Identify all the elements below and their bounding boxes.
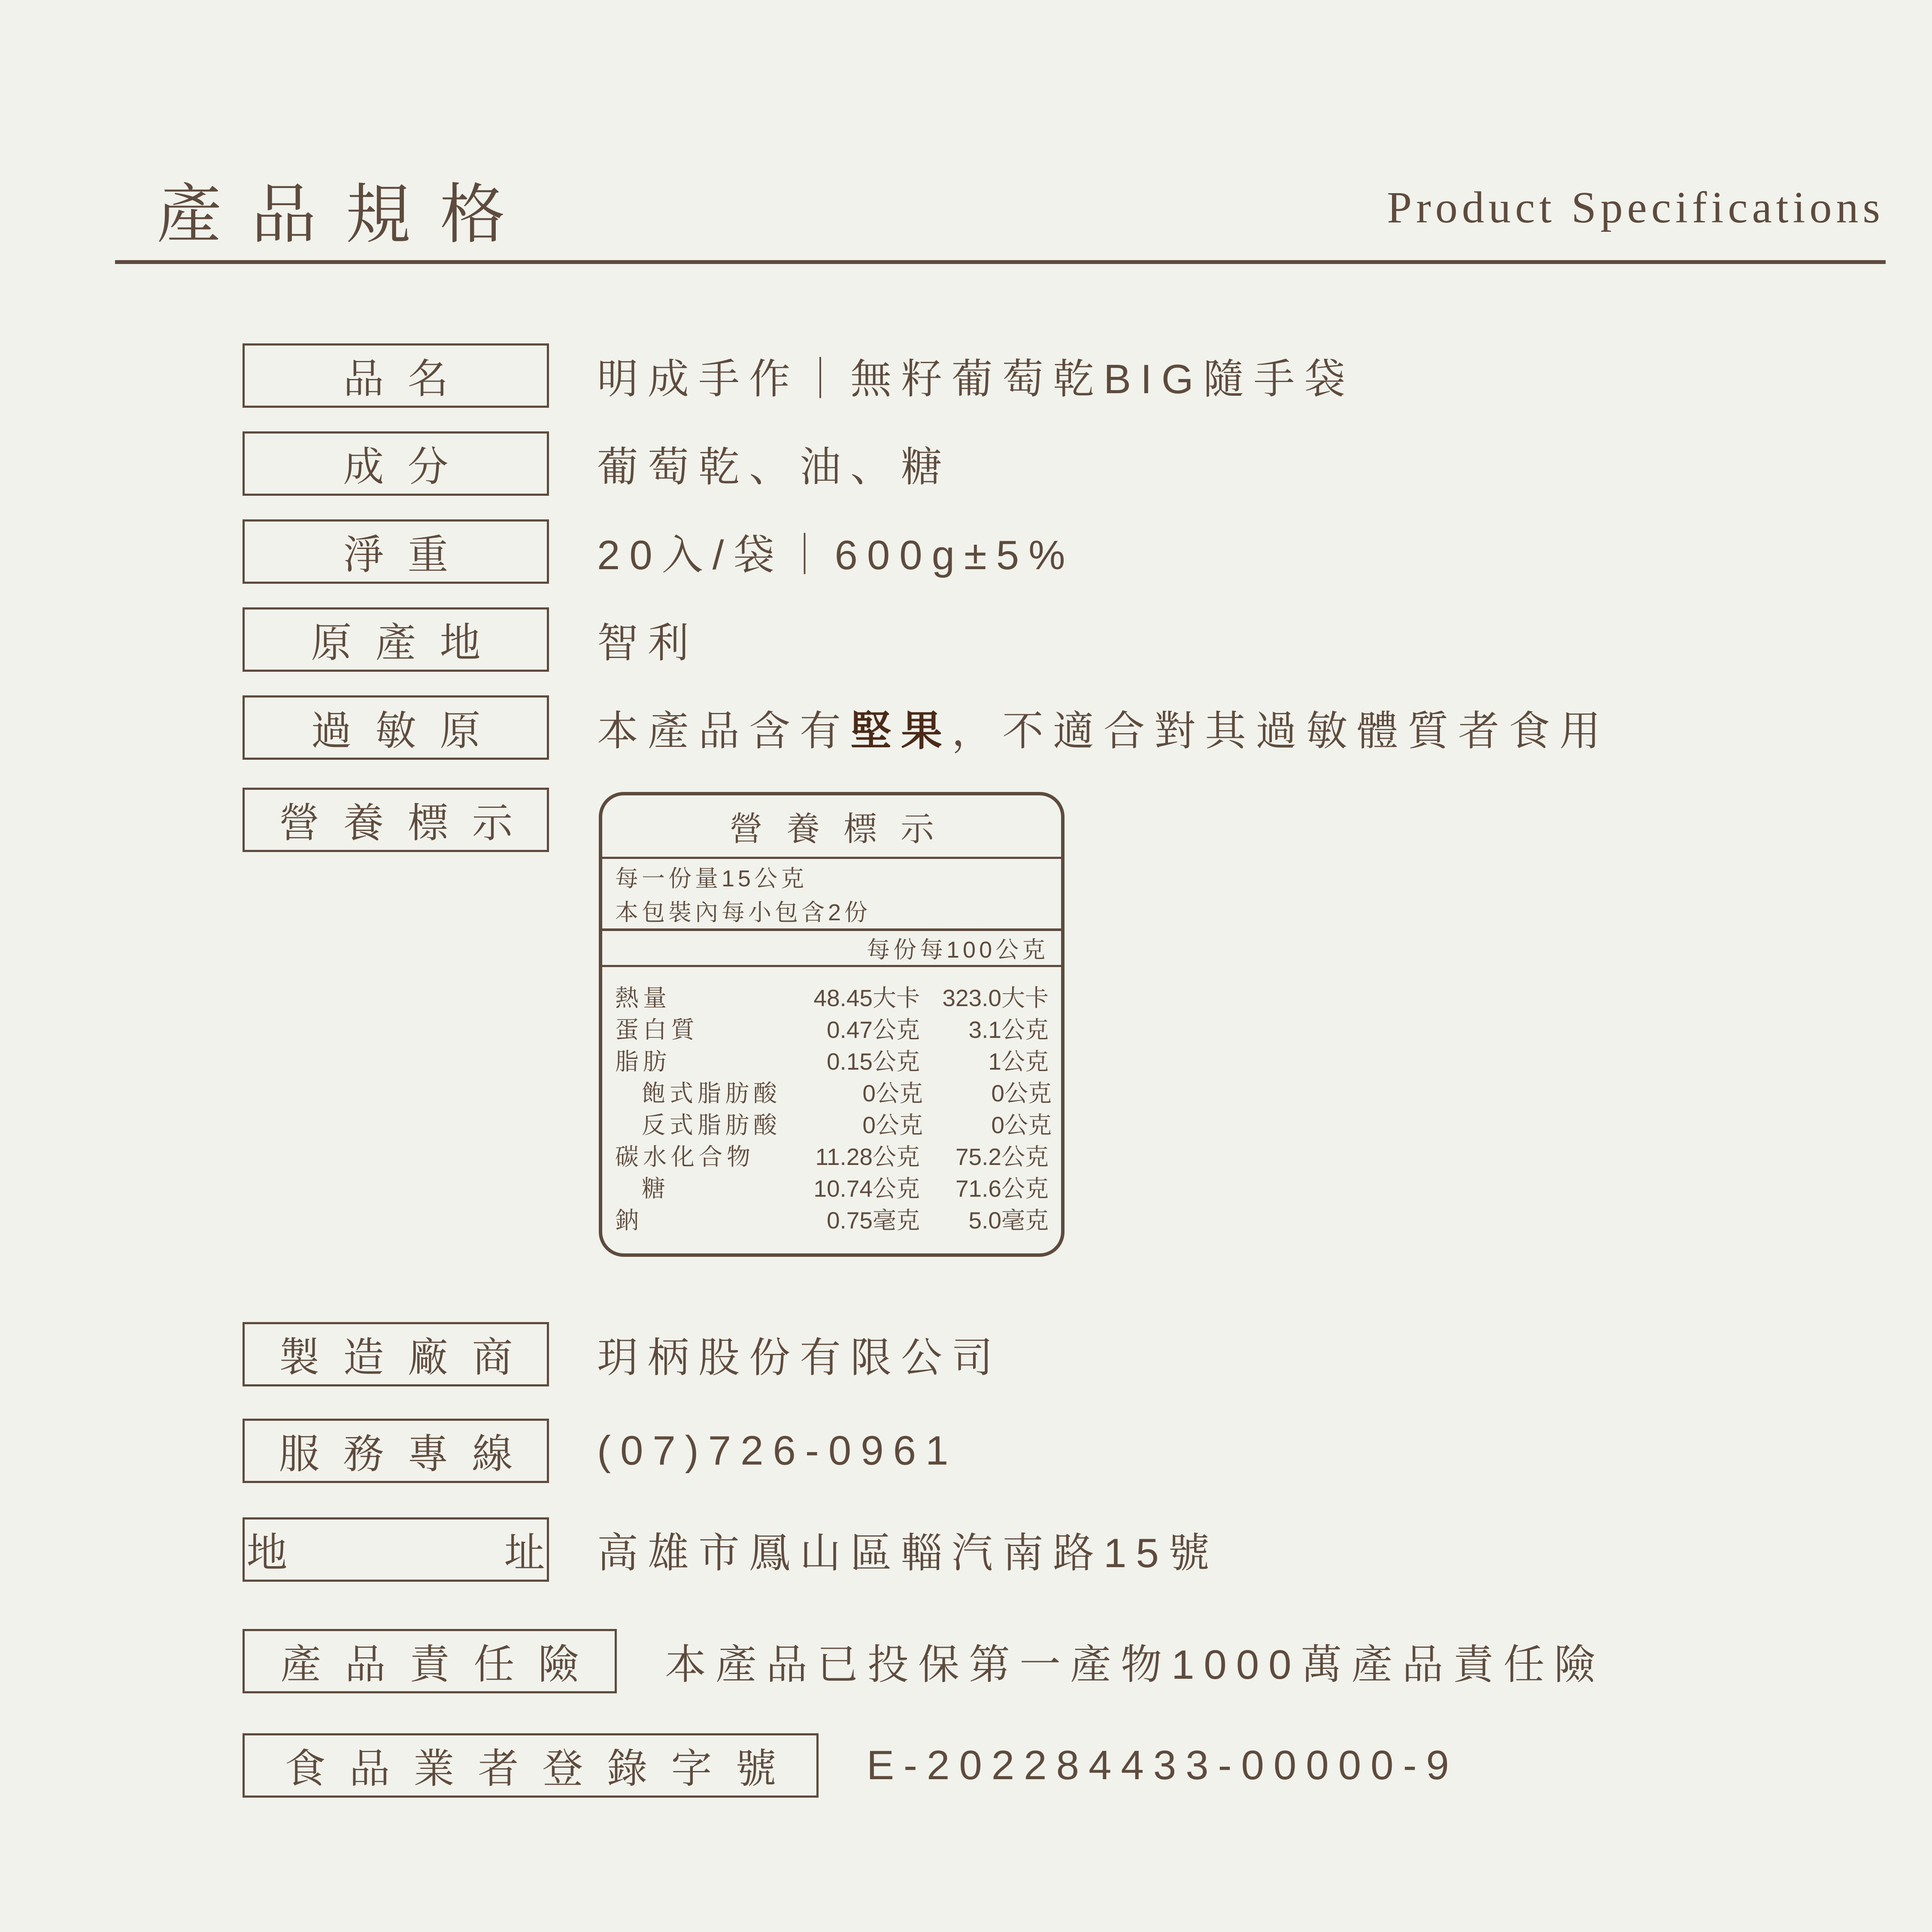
nutrient-per-serving: 11.28公克 [815,1143,920,1170]
nutrition-row-trans-fat [602,1106,1061,1138]
nutrition-row-fat [602,1043,1061,1074]
nutrition-title-text: 營養標示 [729,810,958,848]
row-product-liability-insurance [243,1629,1605,1693]
field-value: 葡萄乾、油、糖 [597,444,952,490]
page-subtitle: Product Specifications [1387,183,1884,232]
serving-info-block [602,859,1061,928]
field-label-box [243,1517,569,1582]
nutrient-per-serving: 0公克 [862,1112,923,1138]
field-value [597,698,1610,757]
field-value: (07)726-0961 [597,1428,958,1474]
nutrient-name: 飽式脂肪酸 [642,1080,782,1107]
allergen-emphasis: 堅果 [850,708,952,754]
nutrition-row-sugar [602,1170,1061,1201]
col-header-per-100g: 每100公克 [920,937,1049,963]
nutrient-name: 鈉 [615,1207,643,1234]
nutrition-row-sodium [602,1201,1061,1233]
row-origin [243,607,698,672]
nutrient-per-100g: 0公克 [991,1080,1052,1107]
row-net-weight [243,519,1074,584]
nutrition-row-carbohydrate [602,1138,1061,1170]
nutrient-name: 脂肪 [615,1048,671,1075]
nutrient-per-100g: 0公克 [991,1112,1052,1138]
field-value: 高雄市鳳山區輜汽南路15號 [597,1530,1219,1576]
nutrient-per-100g: 1公克 [988,1048,1049,1075]
field-label-box [243,519,549,584]
nutrient-per-serving: 10.74公克 [813,1175,920,1202]
field-label-box [243,1629,617,1693]
nutrient-per-100g: 3.1公克 [968,1016,1049,1043]
field-label: 服務專線 [279,1432,537,1477]
nutrient-per-serving: 0.15公克 [826,1048,920,1075]
nutrient-name: 碳水化合物 [615,1143,755,1170]
nutrient-per-100g: 75.2公克 [955,1143,1049,1170]
nutrient-per-serving: 48.45大卡 [813,985,920,1011]
field-label: 原產地 [311,620,504,666]
allergen-text-suffix: ，不適合對其過敏體質者食用 [952,708,1610,754]
field-label: 營養標示 [279,801,537,846]
field-label-box [243,1322,549,1386]
field-label: 產品責任險 [280,1642,603,1687]
nutrient-per-100g: 323.0大卡 [942,985,1049,1011]
nutrient-per-serving: 0.75毫克 [826,1207,920,1234]
field-label-box [243,1733,819,1798]
nutrient-name: 蛋白質 [615,1016,699,1043]
nutrition-row-calories [602,979,1061,1011]
field-value: 玥柄股份有限公司 [597,1335,1002,1381]
header-divider [115,260,1886,264]
field-label-box [243,607,549,672]
field-label-box [243,431,549,496]
row-allergen [243,695,1610,760]
nutrient-name: 反式脂肪酸 [642,1112,782,1138]
field-label: 食品業者登錄字號 [285,1746,800,1792]
field-value: 明成手作｜無籽葡萄乾BIG隨手袋 [597,356,1355,402]
nutrient-name: 熱量 [615,985,671,1011]
field-value: 本產品已投保第一產物1000萬產品責任險 [665,1641,1605,1688]
field-label-box [243,695,549,760]
nutrient-per-serving: 0.47公克 [826,1016,920,1043]
field-label-box [243,788,549,852]
field-label: 地 址 [246,1530,569,1576]
nutrition-column-headers [602,931,1061,965]
row-nutrition-label [243,788,549,852]
field-label: 成分 [343,444,472,490]
nutrient-per-100g: 71.6公克 [955,1175,1049,1202]
field-label: 淨重 [343,532,472,578]
nutrient-per-100g: 5.0毫克 [968,1207,1049,1234]
allergen-text-prefix: 本產品含有 [597,708,850,754]
field-label: 過敏原 [311,708,504,754]
nutrient-name: 糖 [642,1175,670,1202]
page-title: 產品規格 [157,178,534,251]
nutrition-title [602,795,1061,857]
field-label: 製造廠商 [279,1335,537,1380]
row-manufacturer [243,1322,1002,1386]
row-service-hotline [243,1419,958,1483]
col-header-per-serving: 每份 [867,937,920,963]
field-label-box [243,1419,549,1483]
nutrition-row-saturated-fat [602,1074,1061,1106]
nutrition-row-protein [602,1011,1061,1043]
field-value: 20入/袋｜600g±5% [597,532,1075,578]
field-value: E-202284433-00000-9 [867,1742,1459,1788]
nutrition-rows [602,967,1061,1233]
servings-per-pack: 本包裝內每小包含2份 [615,900,871,926]
nutrient-per-serving: 0公克 [862,1080,923,1107]
serving-size: 每一份量15公克 [615,865,808,892]
row-address [243,1517,1219,1582]
nutrition-facts-panel [599,792,1065,1257]
row-product-name [243,343,1355,408]
row-ingredients [243,431,952,496]
field-label: 品名 [343,356,472,402]
field-value: 智利 [597,620,698,666]
field-label-box [243,343,549,408]
row-food-business-registration [243,1733,1459,1798]
